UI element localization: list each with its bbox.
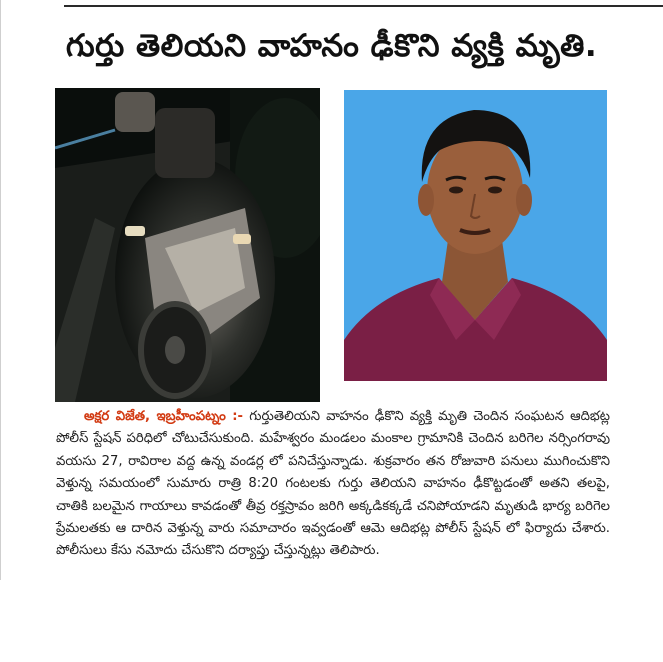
column-divider (0, 0, 1, 580)
motorcycle-photo (55, 88, 320, 402)
headline: గుర్తు తెలియని వాహనం ఢీకొని వ్యక్తి మృతి. (65, 28, 598, 64)
byline: అక్షర విజేత, ఇబ్రహీంపట్నం :- (84, 409, 244, 424)
article-body: గుర్తుతెలియని వాహనం ఢీకొని వ్యక్తి మృతి చెందిన సంఘటన ఆదిభట్ల పోలీస్ స్టేషన్ పరిధిలో చోటుచేసుకుంది. మహేశ్వరం మండలం మంకాల గ్రామానికి చెందిన బరిగెల నర్సింగరావు వయసు 27, రావిరాల వద్ద ఉన్న వండర్ల లో పనిచేస్తున్నాడు. శుక్రవారం తన రోజువారి పనులు ముగించుకొని వెళ్తున్న సమయంలో సుమారు రాత్రి 8:20 గంటలకు గుర్తు తెలియని వాహనం ఢీకొట్టడంతో అతని తలపై, చాతికి బలమైన గాయాలు కావడంతో తీవ్ర రక్తస్రావం జరిగి అక్కడికక్కడే చనిపోయాడని మృతుడి భార్య బరిగెల ప్రేమలతకు ఆ దారిన వెళ్తున్న వారు సమాచారం ఇవ్వడంతో ఆమె ఆదిభట్ల పోలీస్ స్టేషన్ లో ఫిర్యాదు చేశారు. పోలీసులు కేసు నమోదు చేసుకొని దర్యాప్తు చేస్తున్నట్లు తెలిపారు. (56, 409, 610, 559)
portrait-photo (344, 90, 607, 381)
article-paragraph (56, 406, 610, 563)
article (56, 406, 610, 563)
top-rule (64, 5, 663, 7)
